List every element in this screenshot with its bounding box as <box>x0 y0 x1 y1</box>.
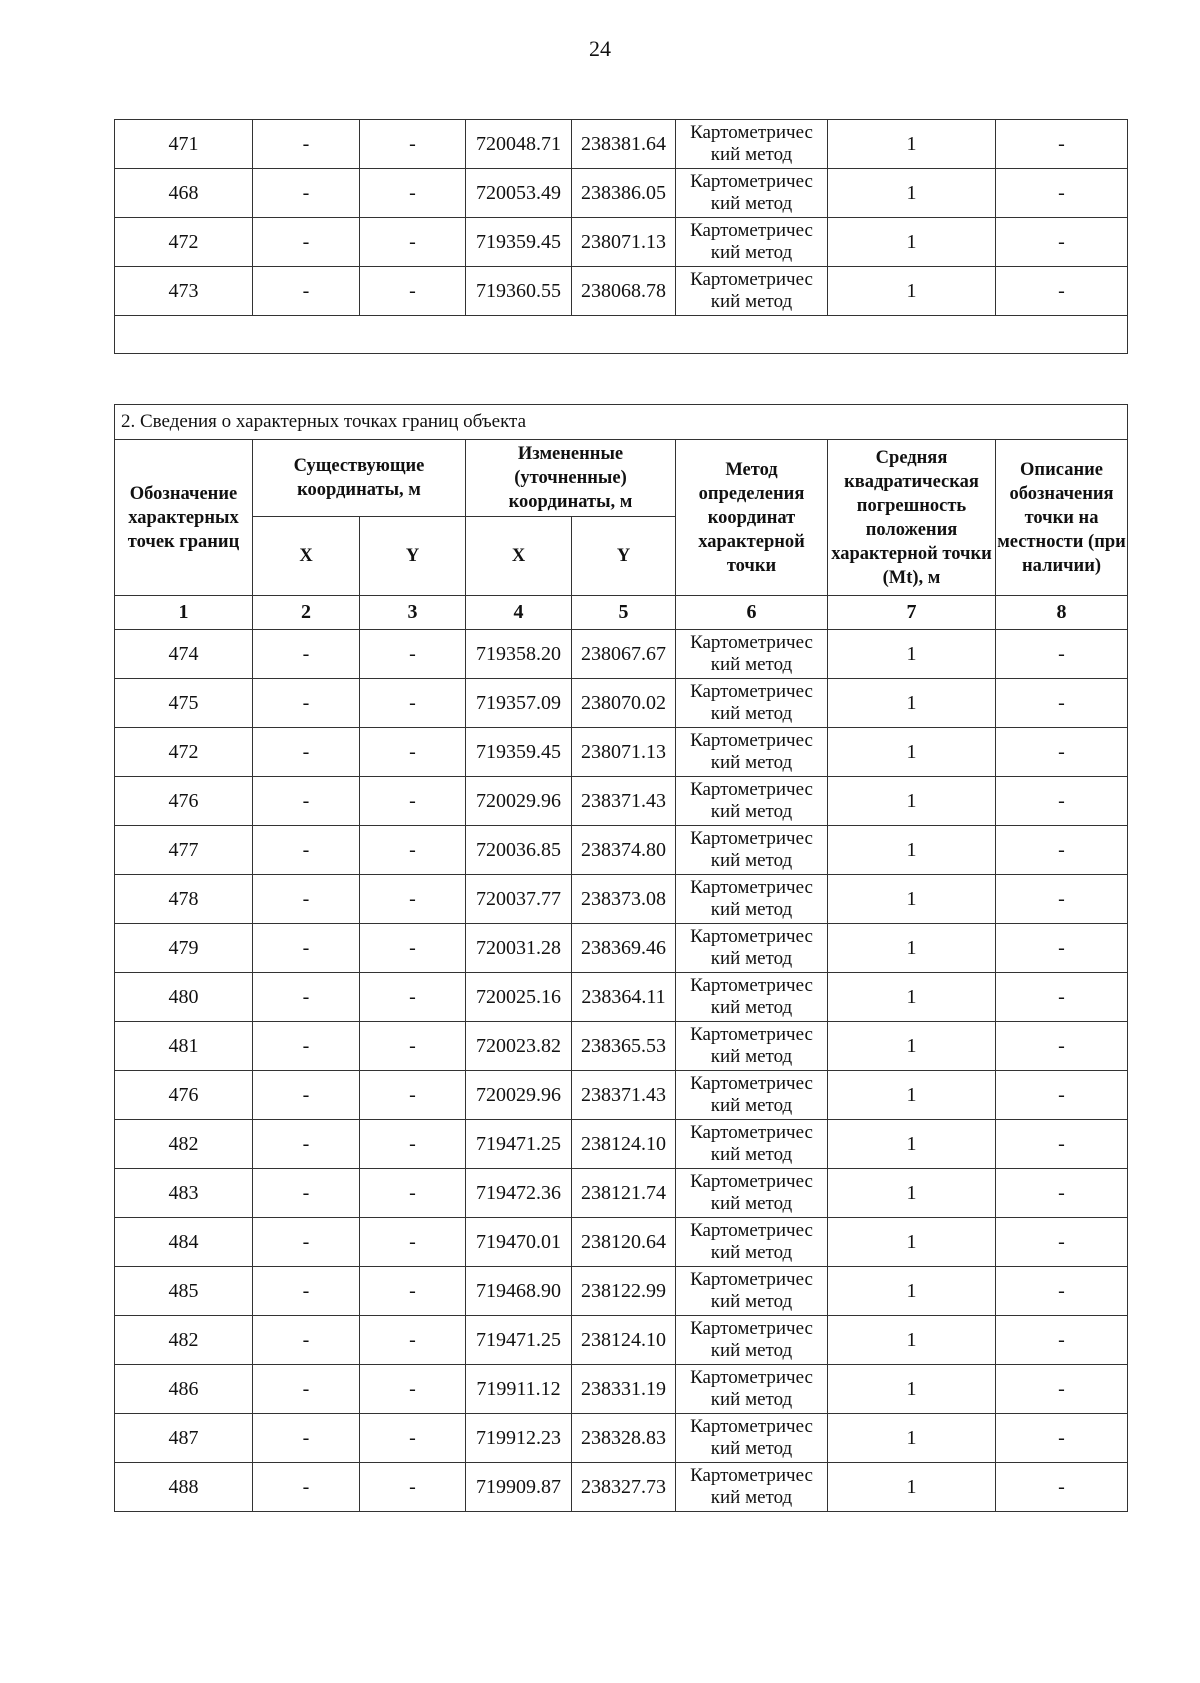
existing-y-cell: - <box>360 973 466 1022</box>
mean-error-cell: 1 <box>828 826 996 875</box>
column-number: 6 <box>676 596 828 630</box>
description-cell: - <box>996 267 1128 316</box>
x-coordinate-cell: 720048.71 <box>466 120 572 169</box>
x-coordinate-cell: 719471.25 <box>466 1120 572 1169</box>
header-existing-y: Y <box>360 517 466 596</box>
point-id-cell: 477 <box>115 826 253 875</box>
table-row <box>115 728 1128 777</box>
point-id-cell: 487 <box>115 1414 253 1463</box>
mean-error-cell: 1 <box>828 1071 996 1120</box>
existing-x-cell: - <box>253 1169 360 1218</box>
description-cell: - <box>996 1071 1128 1120</box>
description-cell: - <box>996 630 1128 679</box>
mean-error-cell: 1 <box>828 679 996 728</box>
method-cell <box>676 1267 828 1316</box>
x-coordinate-cell: 719909.87 <box>466 1463 572 1512</box>
method-text: кий метод <box>710 997 793 1018</box>
existing-x-cell: - <box>253 826 360 875</box>
existing-y-cell: - <box>360 1022 466 1071</box>
description-cell: - <box>996 1022 1128 1071</box>
y-coordinate-cell: 238374.80 <box>572 826 676 875</box>
x-coordinate-cell: 719359.45 <box>466 218 572 267</box>
column-number: 2 <box>253 596 360 630</box>
existing-y-cell: - <box>360 169 466 218</box>
header-description: Описание обозначения точки на местности (при наличии) <box>996 440 1128 596</box>
table-row <box>115 924 1128 973</box>
method-cell <box>676 973 828 1022</box>
method-text: Картометричес <box>690 730 813 751</box>
method-cell <box>676 1218 828 1267</box>
method-text: Картометричес <box>690 1416 813 1437</box>
method-text: Картометричес <box>690 632 813 653</box>
point-id-cell: 483 <box>115 1169 253 1218</box>
existing-y-cell: - <box>360 267 466 316</box>
mean-error-cell: 1 <box>828 1267 996 1316</box>
point-id-cell: 480 <box>115 973 253 1022</box>
description-cell: - <box>996 1267 1128 1316</box>
x-coordinate-cell: 719470.01 <box>466 1218 572 1267</box>
table-row <box>115 1267 1128 1316</box>
existing-x-cell: - <box>253 1463 360 1512</box>
y-coordinate-cell: 238327.73 <box>572 1463 676 1512</box>
table-row <box>115 1218 1128 1267</box>
method-text: Картометричес <box>690 122 813 143</box>
header-existing-coordinates: Существующие координаты, м <box>253 440 466 517</box>
existing-y-cell: - <box>360 1365 466 1414</box>
table-row <box>115 218 1128 267</box>
method-cell <box>676 1463 828 1512</box>
point-id-cell: 473 <box>115 267 253 316</box>
method-text: Картометричес <box>690 171 813 192</box>
method-cell <box>676 1365 828 1414</box>
table-row <box>115 169 1128 218</box>
existing-y-cell: - <box>360 1463 466 1512</box>
method-cell <box>676 777 828 826</box>
method-text: Картометричес <box>690 1171 813 1192</box>
x-coordinate-cell: 720029.96 <box>466 1071 572 1120</box>
existing-x-cell: - <box>253 1120 360 1169</box>
method-text: кий метод <box>710 1438 793 1459</box>
description-cell: - <box>996 218 1128 267</box>
existing-y-cell: - <box>360 924 466 973</box>
table-row <box>115 973 1128 1022</box>
method-cell <box>676 875 828 924</box>
existing-x-cell: - <box>253 630 360 679</box>
x-coordinate-cell: 720025.16 <box>466 973 572 1022</box>
existing-x-cell: - <box>253 973 360 1022</box>
existing-x-cell: - <box>253 728 360 777</box>
point-id-cell: 472 <box>115 218 253 267</box>
table-row <box>115 1071 1128 1120</box>
point-id-cell: 468 <box>115 169 253 218</box>
point-id-cell: 472 <box>115 728 253 777</box>
method-text: Картометричес <box>690 269 813 290</box>
existing-y-cell: - <box>360 679 466 728</box>
column-number: 3 <box>360 596 466 630</box>
mean-error-cell: 1 <box>828 1365 996 1414</box>
method-cell <box>676 728 828 777</box>
method-text: Картометричес <box>690 1024 813 1045</box>
mean-error-cell: 1 <box>828 1169 996 1218</box>
column-number: 5 <box>572 596 676 630</box>
column-number: 8 <box>996 596 1128 630</box>
mean-error-cell: 1 <box>828 169 996 218</box>
header-changed-y: Y <box>572 517 676 596</box>
point-id-cell: 476 <box>115 777 253 826</box>
description-cell: - <box>996 973 1128 1022</box>
method-text: Картометричес <box>690 681 813 702</box>
method-text: кий метод <box>710 1242 793 1263</box>
y-coordinate-cell: 238070.02 <box>572 679 676 728</box>
existing-x-cell: - <box>253 679 360 728</box>
x-coordinate-cell: 719360.55 <box>466 267 572 316</box>
x-coordinate-cell: 720037.77 <box>466 875 572 924</box>
method-text: Картометричес <box>690 1318 813 1339</box>
method-text: кий метод <box>710 1389 793 1410</box>
table-row <box>115 826 1128 875</box>
method-text: Картометричес <box>690 877 813 898</box>
y-coordinate-cell: 238124.10 <box>572 1120 676 1169</box>
method-text: кий метод <box>710 1046 793 1067</box>
method-cell <box>676 826 828 875</box>
method-cell <box>676 267 828 316</box>
method-text: кий метод <box>710 1144 793 1165</box>
method-cell <box>676 218 828 267</box>
existing-y-cell: - <box>360 1169 466 1218</box>
existing-x-cell: - <box>253 1365 360 1414</box>
method-text: Картометричес <box>690 779 813 800</box>
description-cell: - <box>996 924 1128 973</box>
description-cell: - <box>996 1218 1128 1267</box>
description-cell: - <box>996 169 1128 218</box>
method-text: кий метод <box>710 703 793 724</box>
method-cell <box>676 1316 828 1365</box>
table-row <box>115 679 1128 728</box>
mean-error-cell: 1 <box>828 1414 996 1463</box>
y-coordinate-cell: 238386.05 <box>572 169 676 218</box>
method-text: Картометричес <box>690 1465 813 1486</box>
method-cell <box>676 679 828 728</box>
main-table-body <box>115 630 1128 1512</box>
mean-error-cell: 1 <box>828 1463 996 1512</box>
method-text: кий метод <box>710 899 793 920</box>
point-id-cell: 481 <box>115 1022 253 1071</box>
existing-x-cell: - <box>253 1071 360 1120</box>
method-text: кий метод <box>710 1193 793 1214</box>
point-id-cell: 482 <box>115 1120 253 1169</box>
existing-y-cell: - <box>360 728 466 777</box>
method-cell <box>676 169 828 218</box>
method-text: кий метод <box>710 801 793 822</box>
mean-error-cell: 1 <box>828 973 996 1022</box>
method-text: Картометричес <box>690 1367 813 1388</box>
existing-y-cell: - <box>360 875 466 924</box>
table-row <box>115 777 1128 826</box>
x-coordinate-cell: 719472.36 <box>466 1169 572 1218</box>
mean-error-cell: 1 <box>828 1316 996 1365</box>
x-coordinate-cell: 720023.82 <box>466 1022 572 1071</box>
mean-error-cell: 1 <box>828 728 996 777</box>
y-coordinate-cell: 238121.74 <box>572 1169 676 1218</box>
method-cell <box>676 1071 828 1120</box>
mean-error-cell: 1 <box>828 1218 996 1267</box>
table-row <box>115 120 1128 169</box>
table-row <box>115 630 1128 679</box>
y-coordinate-cell: 238328.83 <box>572 1414 676 1463</box>
description-cell: - <box>996 1316 1128 1365</box>
mean-error-cell: 1 <box>828 630 996 679</box>
method-text: Картометричес <box>690 1073 813 1094</box>
description-cell: - <box>996 1169 1128 1218</box>
y-coordinate-cell: 238381.64 <box>572 120 676 169</box>
existing-y-cell: - <box>360 630 466 679</box>
existing-x-cell: - <box>253 1267 360 1316</box>
header-existing-x: X <box>253 517 360 596</box>
table-row <box>115 1463 1128 1512</box>
method-text: кий метод <box>710 654 793 675</box>
description-cell: - <box>996 1463 1128 1512</box>
x-coordinate-cell: 720053.49 <box>466 169 572 218</box>
point-id-cell: 476 <box>115 1071 253 1120</box>
page-number: 24 <box>589 36 611 61</box>
point-id-cell: 486 <box>115 1365 253 1414</box>
column-number: 7 <box>828 596 996 630</box>
table-row <box>115 267 1128 316</box>
mean-error-cell: 1 <box>828 924 996 973</box>
existing-y-cell: - <box>360 826 466 875</box>
x-coordinate-cell: 719468.90 <box>466 1267 572 1316</box>
mean-error-cell: 1 <box>828 267 996 316</box>
existing-x-cell: - <box>253 777 360 826</box>
method-text: кий метод <box>710 948 793 969</box>
column-number-row <box>115 596 1128 630</box>
y-coordinate-cell: 238071.13 <box>572 218 676 267</box>
method-text: кий метод <box>710 242 793 263</box>
method-text: кий метод <box>710 1095 793 1116</box>
table-row <box>115 1169 1128 1218</box>
x-coordinate-cell: 719359.45 <box>466 728 572 777</box>
header-point-designation: Обозначение характерных точек границ <box>115 440 253 596</box>
method-cell <box>676 1169 828 1218</box>
point-id-cell: 475 <box>115 679 253 728</box>
method-cell <box>676 630 828 679</box>
mean-error-cell: 1 <box>828 1120 996 1169</box>
y-coordinate-cell: 238071.13 <box>572 728 676 777</box>
x-coordinate-cell: 720031.28 <box>466 924 572 973</box>
method-text: Картометричес <box>690 975 813 996</box>
top-coordinates-table <box>114 119 1128 354</box>
x-coordinate-cell: 719912.23 <box>466 1414 572 1463</box>
method-text: кий метод <box>710 752 793 773</box>
y-coordinate-cell: 238124.10 <box>572 1316 676 1365</box>
existing-x-cell: - <box>253 1218 360 1267</box>
point-id-cell: 482 <box>115 1316 253 1365</box>
x-coordinate-cell: 719911.12 <box>466 1365 572 1414</box>
existing-y-cell: - <box>360 1414 466 1463</box>
existing-x-cell: - <box>253 875 360 924</box>
existing-y-cell: - <box>360 1267 466 1316</box>
y-coordinate-cell: 238067.67 <box>572 630 676 679</box>
point-id-cell: 485 <box>115 1267 253 1316</box>
x-coordinate-cell: 719471.25 <box>466 1316 572 1365</box>
header-changed-x: X <box>466 517 572 596</box>
y-coordinate-cell: 238365.53 <box>572 1022 676 1071</box>
existing-x-cell: - <box>253 924 360 973</box>
y-coordinate-cell: 238120.64 <box>572 1218 676 1267</box>
column-number: 1 <box>115 596 253 630</box>
y-coordinate-cell: 238373.08 <box>572 875 676 924</box>
column-number: 4 <box>466 596 572 630</box>
x-coordinate-cell: 720029.96 <box>466 777 572 826</box>
table-row <box>115 875 1128 924</box>
table-caption: 2. Сведения о характерных точках границ объекта <box>115 405 1128 440</box>
method-text: Картометричес <box>690 1122 813 1143</box>
x-coordinate-cell: 719358.20 <box>466 630 572 679</box>
point-id-cell: 479 <box>115 924 253 973</box>
boundary-points-table <box>114 404 1128 1512</box>
existing-x-cell: - <box>253 1414 360 1463</box>
y-coordinate-cell: 238369.46 <box>572 924 676 973</box>
table-row <box>115 1316 1128 1365</box>
existing-y-cell: - <box>360 218 466 267</box>
existing-y-cell: - <box>360 1120 466 1169</box>
point-id-cell: 474 <box>115 630 253 679</box>
mean-error-cell: 1 <box>828 777 996 826</box>
mean-error-cell: 1 <box>828 120 996 169</box>
existing-x-cell: - <box>253 1022 360 1071</box>
y-coordinate-cell: 238068.78 <box>572 267 676 316</box>
existing-x-cell: - <box>253 267 360 316</box>
existing-x-cell: - <box>253 1316 360 1365</box>
mean-error-cell: 1 <box>828 218 996 267</box>
description-cell: - <box>996 679 1128 728</box>
method-cell <box>676 1022 828 1071</box>
method-text: Картометричес <box>690 1220 813 1241</box>
table-row <box>115 1414 1128 1463</box>
existing-y-cell: - <box>360 1071 466 1120</box>
method-cell <box>676 1120 828 1169</box>
method-text: кий метод <box>710 1487 793 1508</box>
method-cell <box>676 924 828 973</box>
method-text: кий метод <box>710 291 793 312</box>
y-coordinate-cell: 238371.43 <box>572 777 676 826</box>
method-text: кий метод <box>710 1340 793 1361</box>
existing-y-cell: - <box>360 1316 466 1365</box>
y-coordinate-cell: 238364.11 <box>572 973 676 1022</box>
point-id-cell: 484 <box>115 1218 253 1267</box>
description-cell: - <box>996 875 1128 924</box>
method-cell <box>676 1414 828 1463</box>
empty-footer-row <box>115 316 1128 354</box>
header-changed-coordinates: Измененные (уточненные) координаты, м <box>466 440 676 517</box>
description-cell: - <box>996 1365 1128 1414</box>
method-text: кий метод <box>710 193 793 214</box>
existing-x-cell: - <box>253 120 360 169</box>
table-row <box>115 1022 1128 1071</box>
point-id-cell: 478 <box>115 875 253 924</box>
y-coordinate-cell: 238371.43 <box>572 1071 676 1120</box>
point-id-cell: 471 <box>115 120 253 169</box>
x-coordinate-cell: 719357.09 <box>466 679 572 728</box>
description-cell: - <box>996 728 1128 777</box>
method-text: Картометричес <box>690 926 813 947</box>
header-method: Метод определения координат характерной точки <box>676 440 828 596</box>
method-text: Картометричес <box>690 1269 813 1290</box>
description-cell: - <box>996 120 1128 169</box>
y-coordinate-cell: 238331.19 <box>572 1365 676 1414</box>
existing-x-cell: - <box>253 169 360 218</box>
method-text: кий метод <box>710 1291 793 1312</box>
method-text: кий метод <box>710 144 793 165</box>
y-coordinate-cell: 238122.99 <box>572 1267 676 1316</box>
empty-cell <box>115 316 1128 354</box>
existing-y-cell: - <box>360 120 466 169</box>
existing-y-cell: - <box>360 777 466 826</box>
table-row <box>115 1365 1128 1414</box>
mean-error-cell: 1 <box>828 1022 996 1071</box>
point-id-cell: 488 <box>115 1463 253 1512</box>
description-cell: - <box>996 1120 1128 1169</box>
existing-x-cell: - <box>253 218 360 267</box>
header-mean-error: Средняя квадратическая погрешность положения характерной точки (Mt), м <box>828 440 996 596</box>
x-coordinate-cell: 720036.85 <box>466 826 572 875</box>
method-text: Картометричес <box>690 220 813 241</box>
method-text: Картометричес <box>690 828 813 849</box>
mean-error-cell: 1 <box>828 875 996 924</box>
method-text: кий метод <box>710 850 793 871</box>
existing-y-cell: - <box>360 1218 466 1267</box>
table-row <box>115 1120 1128 1169</box>
description-cell: - <box>996 777 1128 826</box>
description-cell: - <box>996 826 1128 875</box>
method-cell <box>676 120 828 169</box>
description-cell: - <box>996 1414 1128 1463</box>
top-table-body <box>115 120 1128 316</box>
